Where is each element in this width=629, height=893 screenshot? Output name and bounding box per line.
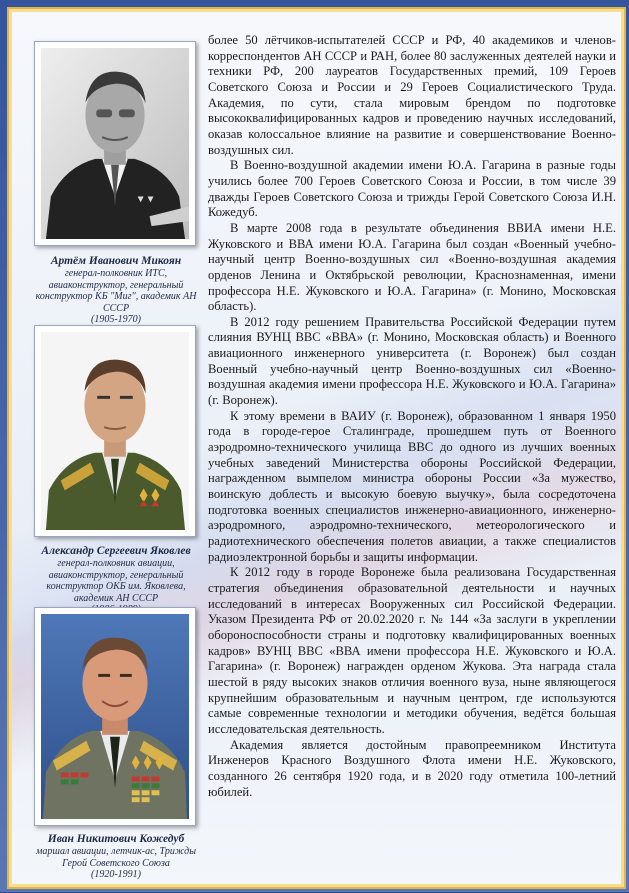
portrait-frame-mikoyan: [34, 41, 196, 246]
portrait-years: (1920-1991): [91, 869, 141, 880]
portrait-years: (1905-1970): [91, 314, 141, 325]
paragraph: более 50 лётчиков-испытателей СССР и РФ, 40 академиков и членов-корреспондентов АН СССР и РАН, более 80 заслуженных деятелей науки и техники РФ, 200 лауреатов Государственных премий, 109 Героев Советского Союза и России и 29 Героев Социалистического Труда. Академия, по сути, стала мировым брендом по подготовке высококвалифицированных кадров и проведению научных исследований, оказав колоссальное влияние на развитие и совершенствование Военно-воздушных сил.: [208, 33, 616, 157]
paragraph: В марте 2008 года в результате объединения ВВИА имени Н.Е. Жуковского и ВВА имени Ю.А. Гагарина был создан «Военный учебно-научный центр Военно-воздушных сил «Военно-воздушная академия орденов Ленина и Октябрьской революции, Краснознаменная, имени профессора Н.Е. Жуковского и Ю.А. Гагарина» (г. Монино, Московская область).: [208, 220, 616, 314]
history-text: [208, 33, 616, 800]
portrait-name: Иван Никитович Кожедуб: [47, 833, 185, 845]
portrait-description: генерал-полковник ИТС, авиаконструктор, генеральный конструктор КБ "Миг", академик АН СССР: [35, 268, 197, 314]
caption-yakovlev: [27, 545, 205, 616]
paragraph: К 2012 году в городе Воронеже была реализована Государственная стратегия объединения образовательной деятельности и научных исследований в интересах Вооруженных сил Российской Федерации. Указом Президента РФ от 20.02.2020 г. № 144 «За заслуги в укреплении обороноспособности страны и подготовку квалифицированных военных кадров» ВУНЦ ВВС «ВВА имени профессора Н.Е. Жуковского и Ю.А. Гагарина» (г. Воронеж) награжден орденом Жукова. Эта награда стала шестой в ряду высоких знаков отличия военного вуза, ныне являющегося крупнейшим образовательным и научным центром, где используются самые современные технологии и методики обучения, ведётся большая исследовательская деятельность.: [208, 565, 616, 736]
paragraph: В Военно-воздушной академии имени Ю.А. Гагарина в разные годы учились более 700 Героев Советского Союза и России, в том числе 39 дважды Героев Советского Союза и трижды Герой Советского Союза И.Н. Кожедуб.: [208, 158, 616, 220]
paragraph: К этому времени в ВАИУ (г. Воронеж), образованном 1 января 1950 года в городе-герое Сталинграде, прошедшем путь от Военного аэродромно-технического училища ВВС до одного из лучших военных учебных заведений Министерства обороны Российской Федерации, награжденном вымпелом министра обороны России «За мужество, воинскую доблесть и высокую боевую выучку», была сосредоточена подготовка военных специалистов инженерно-авиационного, инженерно-аэродромного, аэродромно-технического, метеорологического и радиотехнического обеспечения полетов авиации, а также специалистов радиоэлектронной борьбы и защиты информации.: [208, 408, 616, 564]
portrait-yakovlev: [41, 332, 189, 530]
paragraph: Академия является достойным правопреемником Института Инженеров Красного Воздушного Флота имени Н.Е. Жуковского, созданного 26 сентября 1920 года, и в 2020 году отметила 100-летний юбилей.: [208, 737, 616, 799]
poster: [7, 7, 626, 889]
portrait-description: маршал авиации, летчик-ас, Трижды Герой Советского Союза: [36, 846, 196, 869]
portrait-frame-kozhedub: [34, 607, 196, 826]
portraits-column: [27, 33, 205, 893]
caption-kozhedub: [27, 833, 205, 881]
portrait-mikoyan: [41, 48, 189, 239]
portrait-name: Александр Сергеевич Яковлев: [41, 545, 191, 557]
caption-mikoyan: [27, 255, 205, 326]
portrait-frame-yakovlev: [34, 325, 196, 537]
paragraph: В 2012 году решением Правительства Российской Федерации путем слияния ВУНЦ ВВС «ВВА» (г. Монино, Московская область) и Военного авиационного инженерного университета (г. Воронеж) был создан Военный учебно-научный центр Военно-воздушных сил «Военно-воздушная академия имени профессора Н.Е. Жуковского и Ю.А. Гагарина» (г. Воронеж).: [208, 314, 616, 408]
portrait-kozhedub: [41, 614, 189, 819]
portrait-name: Артём Иванович Микоян: [50, 255, 182, 267]
portrait-description: генерал-полковник авиации, авиаконструктор, генеральный конструктор ОКБ им. Яковлева, академик АН СССР: [46, 558, 186, 604]
